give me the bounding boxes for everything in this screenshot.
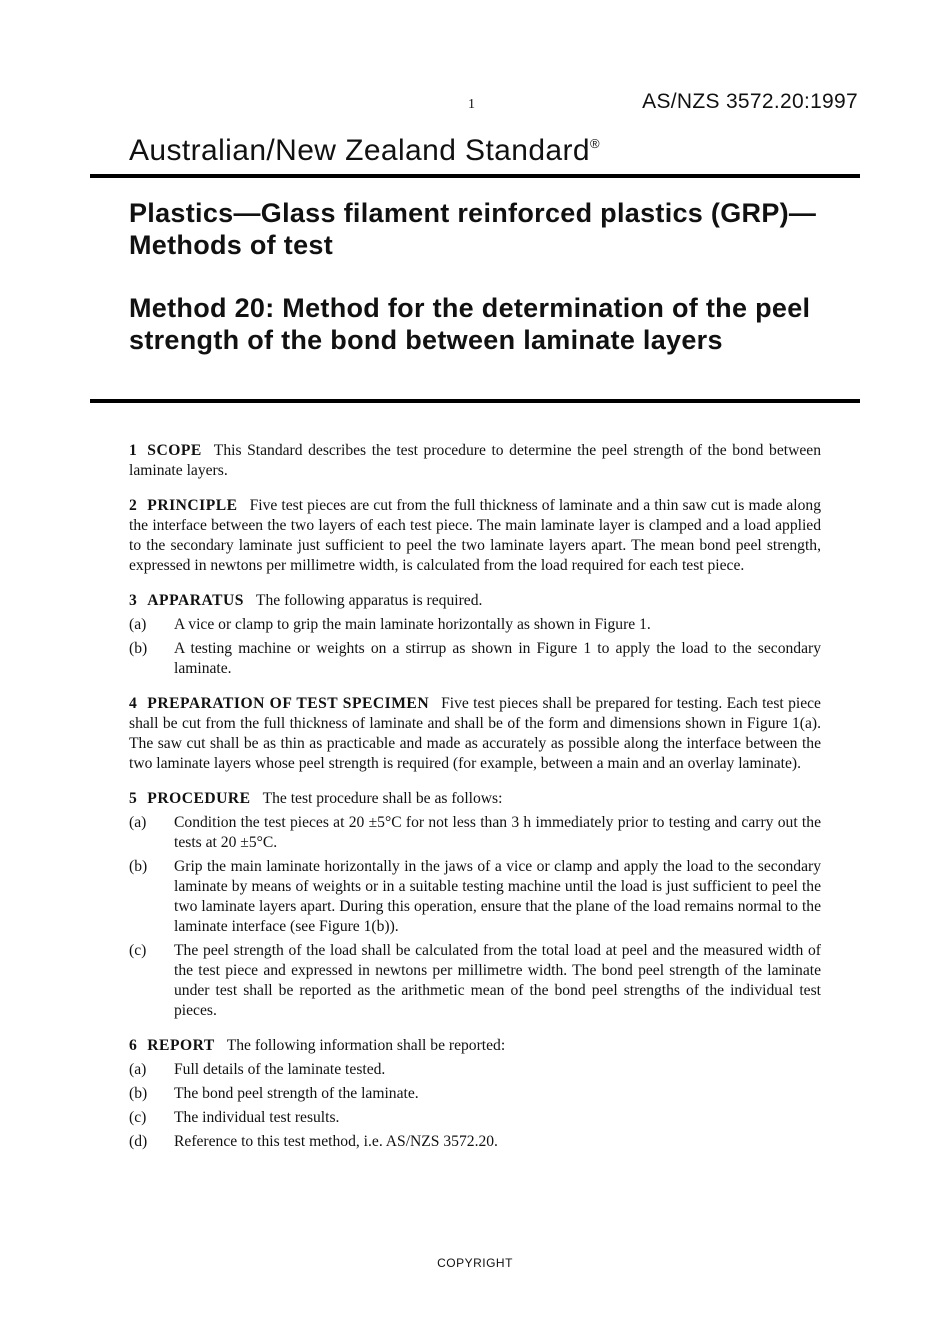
item-text: A vice or clamp to grip the main laminate horizontally as shown in Figure 1. <box>174 616 651 633</box>
list-item <box>129 639 821 679</box>
section-number: 4 <box>129 695 138 712</box>
copyright-footer: COPYRIGHT <box>437 1256 513 1270</box>
item-label: (c) <box>129 1109 147 1126</box>
document-title: Plastics—Glass filament reinforced plastics (GRP)—Methods of test <box>129 198 817 260</box>
standard-id: AS/NZS 3572.20:1997 <box>642 90 858 113</box>
section-text: This Standard describes the test procedure to determine the peel strength of the bond between laminate layers. <box>129 442 821 479</box>
item-text: The peel strength of the load shall be calculated from the total load at peel and the measured width of the test piece and expressed in newtons per millimetre width. The bond peel strength of the laminate under test shall be reported as the arithmetic mean of the bond peel strengths of the individual test pieces. <box>174 942 821 1019</box>
section-text: Five test pieces shall be prepared for testing. Each test piece shall be cut from the full thickness of laminate and shall be of the form and dimensions shown in Figure 1(a). The saw cut shall be as thin as practicable and made as accurately as possible along the interface between the two laminate layers whose peel strength is required (for example, between a main and an overlay laminate). <box>129 695 821 772</box>
item-text: A testing machine or weights on a stirrup as shown in Figure 1 to apply the load to the secondary laminate. <box>174 640 821 677</box>
list-item <box>129 813 821 853</box>
list-item <box>129 857 821 937</box>
section-apparatus <box>129 591 821 611</box>
section-number: 6 <box>129 1037 138 1054</box>
section-number: 3 <box>129 592 138 609</box>
item-label: (b) <box>129 858 148 875</box>
item-label: (a) <box>129 616 147 633</box>
series-title <box>129 134 600 168</box>
page-number: 1 <box>468 97 475 112</box>
section-text: The following information shall be reported: <box>226 1037 506 1054</box>
method-title: Method 20: Method for the determination of the peel strength of the bond between laminate layers <box>129 293 811 355</box>
item-label: (a) <box>129 814 147 831</box>
section-heading: PROCEDURE <box>147 790 251 807</box>
top-rule <box>90 174 860 178</box>
item-text: Reference to this test method, i.e. AS/NZS 3572.20. <box>174 1133 498 1150</box>
item-text: Full details of the laminate tested. <box>174 1061 386 1078</box>
section-number: 5 <box>129 790 138 807</box>
section-preparation <box>129 694 821 774</box>
item-text: Condition the test pieces at 20 ±5°C for not less than 3 h immediately prior to testing and carry out the tests at 20 ±5°C. <box>174 814 821 851</box>
item-text: The bond peel strength of the laminate. <box>174 1085 419 1102</box>
report-list <box>129 1060 821 1152</box>
list-item <box>129 941 821 1021</box>
registered-mark: ® <box>590 136 600 151</box>
section-text: The test procedure shall be as follows: <box>262 790 503 807</box>
section-heading: PREPARATION OF TEST SPECIMEN <box>147 695 430 712</box>
section-heading: PRINCIPLE <box>147 497 238 514</box>
section-number: 1 <box>129 442 138 459</box>
item-text: The individual test results. <box>174 1109 340 1126</box>
section-procedure <box>129 789 821 809</box>
section-principle <box>129 496 821 576</box>
list-item <box>129 1084 821 1104</box>
list-item <box>129 615 821 635</box>
list-item <box>129 1132 821 1152</box>
series-title-text: Australian/New Zealand Standard <box>129 134 590 167</box>
item-label: (c) <box>129 942 147 959</box>
section-text: Five test pieces are cut from the full thickness of laminate and a thin saw cut is made along the interface between the two layers of each test piece. The main laminate layer is clamped and a load applied to the secondary laminate just sufficient to peel the two laminate layers apart. The mean bond peel strength, expressed in newtons per millimetre width, is calculated from the load required for each test piece. <box>129 497 821 574</box>
section-heading: REPORT <box>147 1037 215 1054</box>
section-text: The following apparatus is required. <box>255 592 483 609</box>
list-item <box>129 1108 821 1128</box>
item-text: Grip the main laminate horizontally in the jaws of a vice or clamp and apply the load to the secondary laminate by means of weights or in a suitable testing machine until the load is just sufficient to peel the two laminate layers apart. During this operation, ensure that the plane of the load remains normal to the laminate interface (see Figure 1(b)). <box>174 858 821 935</box>
item-label: (a) <box>129 1061 147 1078</box>
item-label: (d) <box>129 1133 148 1150</box>
section-heading: SCOPE <box>147 442 202 459</box>
section-heading: APPARATUS <box>147 592 244 609</box>
bottom-rule <box>90 399 860 403</box>
section-report <box>129 1036 821 1056</box>
item-label: (b) <box>129 640 148 657</box>
apparatus-list <box>129 615 821 679</box>
document-body <box>129 441 821 1167</box>
item-label: (b) <box>129 1085 148 1102</box>
section-scope <box>129 441 821 481</box>
section-number: 2 <box>129 497 138 514</box>
list-item <box>129 1060 821 1080</box>
procedure-list <box>129 813 821 1021</box>
